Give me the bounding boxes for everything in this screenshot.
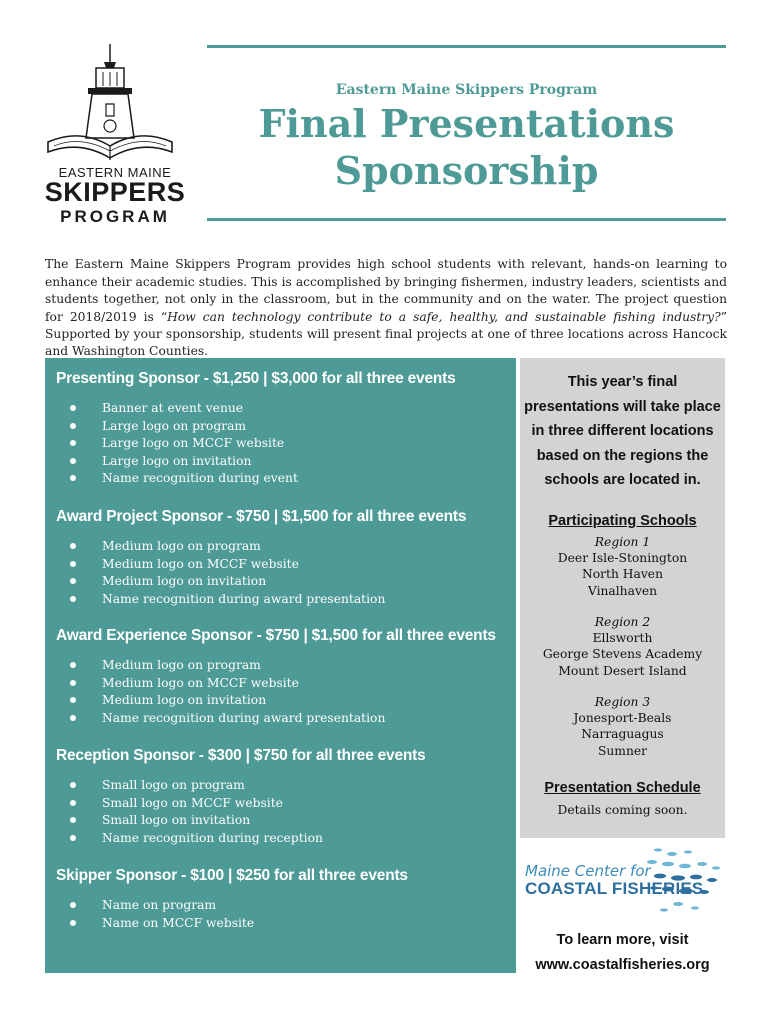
benefits-list [56, 538, 516, 608]
bullet [70, 596, 76, 602]
bullet [70, 458, 76, 464]
school-name: Ellsworth [592, 631, 653, 646]
benefit-item: Name recognition during award presentation [70, 591, 516, 609]
school-name: Deer Isle-Stonington [557, 551, 688, 566]
benefit-item: Name on program [70, 897, 516, 915]
benefit-item: Large logo on invitation [70, 453, 516, 471]
mccf-line-1: Maine Center for [525, 862, 651, 880]
locations-panel [520, 358, 725, 838]
tier-presenting [56, 370, 516, 488]
benefit-item: Small logo on program [70, 777, 516, 795]
website-link[interactable]: www.coastalfisheries.org [535, 956, 710, 973]
benefit-item: Name recognition during award presentation [70, 710, 516, 728]
learn-more [520, 928, 725, 977]
benefit-item: Medium logo on program [70, 657, 516, 675]
bullet [70, 543, 76, 549]
school-name: Narraguagus [581, 727, 664, 742]
tier-title: Skipper Sponsor - $100 | $250 for all three events [56, 867, 408, 884]
tier-reception [56, 747, 516, 847]
benefit-item: Medium logo on MCCF website [70, 556, 516, 574]
title-line-1: Final Presentations [258, 101, 675, 146]
bullet [70, 902, 76, 908]
benefit-item: Name recognition during event [70, 470, 516, 488]
mccf-logo [520, 842, 725, 922]
benefits-list [56, 777, 516, 847]
tier-title: Reception Sponsor - $300 | $750 for all three events [56, 747, 426, 764]
benefit-item: Name on MCCF website [70, 915, 516, 933]
region-name: Region 3 [594, 695, 651, 709]
learn-more-text: To learn more, visit [556, 932, 689, 948]
benefit-item: Banner at event venue [70, 400, 516, 418]
tier-award-project [56, 508, 516, 608]
intro-text-1: The Eastern Maine Skippers Program provides high school students with relevant, hands-on learning to enhance their academic studies. This is accomplished by bringing fishermen, industry leaders, scientists and students together, not only in the classroom, but in the community and on the water. The project question for 2018/2019 is “ [45, 257, 727, 324]
skippers-logo [40, 42, 190, 227]
tier-title: Presenting Sponsor - $1,250 | $3,000 for all three events [56, 370, 456, 387]
bullet [70, 405, 76, 411]
bullet [70, 440, 76, 446]
benefit-item: Medium logo on invitation [70, 573, 516, 591]
bullet [70, 782, 76, 788]
benefit-item: Medium logo on program [70, 538, 516, 556]
bullet [70, 715, 76, 721]
sponsorship-tiers-panel [45, 358, 516, 973]
benefit-item: Small logo on MCCF website [70, 795, 516, 813]
project-question: How can technology contribute to a safe, healthy, and sustainable fishing industry? [167, 309, 721, 324]
header-rule-top [207, 45, 726, 48]
benefit-item: Large logo on program [70, 418, 516, 436]
logo-line-1: EASTERN MAINE [58, 165, 172, 180]
bullet [70, 662, 76, 668]
benefit-item: Small logo on invitation [70, 812, 516, 830]
school-name: Vinalhaven [587, 583, 658, 598]
benefit-item: Medium logo on MCCF website [70, 675, 516, 693]
school-name: Mount Desert Island [558, 663, 687, 678]
logo-line-2: SKIPPERS [44, 177, 186, 207]
school-name: North Haven [581, 567, 663, 582]
bullet [70, 920, 76, 926]
schedule-text: Details coming soon. [557, 803, 688, 817]
page-title [207, 100, 726, 194]
benefits-list [56, 657, 516, 727]
tier-title: Award Project Sponsor - $750 | $1,500 for all three events [56, 508, 467, 525]
school-name: George Stevens Academy [542, 647, 703, 662]
participating-schools-heading: Participating Schools [548, 513, 697, 529]
bullet [70, 835, 76, 841]
bullet [70, 817, 76, 823]
bullet [70, 423, 76, 429]
region-1 [520, 534, 725, 599]
intro-paragraph [45, 256, 727, 360]
bullet [70, 561, 76, 567]
region-3 [520, 694, 725, 759]
program-name: Eastern Maine Skippers Program [335, 82, 598, 98]
bullet [70, 475, 76, 481]
school-name: Sumner [597, 743, 648, 758]
tier-award-experience [56, 627, 516, 727]
region-2 [520, 614, 725, 679]
logo-line-3: PROGRAM [60, 207, 170, 226]
locations-lead: This year’s final presentations will take place in three different locations based on the regions the schools are located in. [524, 374, 721, 489]
benefit-item: Name recognition during reception [70, 830, 516, 848]
header-rule-bottom [207, 218, 726, 221]
bullet [70, 697, 76, 703]
benefit-item: Large logo on MCCF website [70, 435, 516, 453]
presentation-schedule-heading: Presentation Schedule [544, 780, 701, 796]
intro-text-2: ” Supported by your sponsorship, students will present final projects at one of three locations across Hancock and Washington Counties. [45, 309, 727, 359]
bullet [70, 800, 76, 806]
benefit-item: Medium logo on invitation [70, 692, 516, 710]
school-name: Jonesport-Beals [573, 711, 672, 726]
tier-skipper [56, 867, 516, 932]
region-name: Region 1 [594, 535, 651, 549]
region-name: Region 2 [594, 615, 651, 629]
bullet [70, 680, 76, 686]
lighthouse-book-icon [40, 42, 190, 167]
bullet [70, 578, 76, 584]
tier-title: Award Experience Sponsor - $750 | $1,500 for all three events [56, 627, 496, 644]
benefits-list [56, 400, 516, 488]
benefits-list [56, 897, 516, 932]
title-line-2: Sponsorship [334, 148, 599, 193]
mccf-line-2: COASTAL FISHERIES [525, 879, 704, 898]
